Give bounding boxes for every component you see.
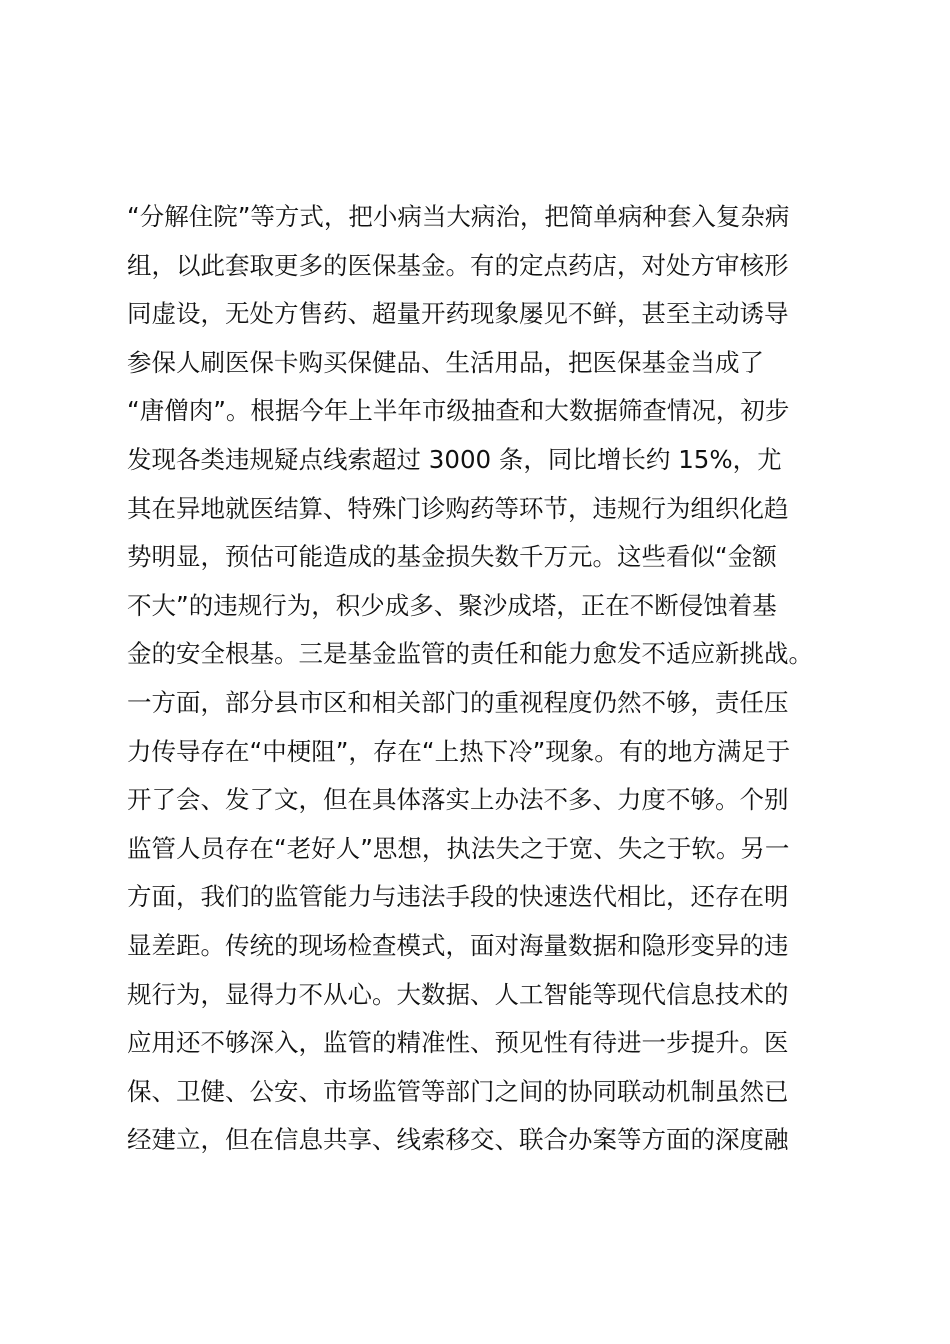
text-line-3: 同虚设，无处方售药、超量开药现象屡见不鲜，甚至主动诱导 [127,299,789,329]
text-line-11: 一方面，部分县市区和相关部门的重视程度仍然不够，责任压 [127,687,789,717]
text-line-14: 监管人员存在“老好人”思想，执法失之于宽、失之于软。另一 [127,833,790,863]
text-line-10: 金的安全根基。三是基金监管的责任和能力愈发不适应新挑战。 [127,639,813,669]
text-line-13: 开了会、发了文，但在具体落实上办法不多、力度不够。个别 [127,785,789,815]
text-line-20: 经建立，但在信息共享、线索移交、联合办案等方面的深度融 [127,1125,789,1155]
text-line-6: 发现各类违规疑点线索超过 3000 条，同比增长约 15%，尤 [127,444,782,474]
text-line-1: “分解住院”等方式，把小病当大病治，把简单病种套入复杂病 [127,202,790,231]
text-line-4: 参保人刷医保卡购买保健品、生活用品，把医保基金当成了 [127,347,764,377]
body-paragraph [127,193,847,1165]
text-line-16: 显差距。传统的现场检查模式，面对海量数据和隐形变异的违 [127,930,789,960]
text-line-19: 保、卫健、公安、市场监管等部门之间的协同联动机制虽然已 [127,1076,789,1106]
text-line-17: 规行为，显得力不从心。大数据、人工智能等现代信息技术的 [127,979,789,1009]
text-line-12: 力传导存在“中梗阻”，存在“上热下冷”现象。有的地方满足于 [127,736,791,766]
text-line-9: 不大”的违规行为，积少成多、聚沙成塔，正在不断侵蚀着基 [127,590,777,620]
text-line-8: 势明显，预估可能造成的基金损失数千万元。这些看似“金额 [127,542,777,572]
text-line-15: 方面，我们的监管能力与违法手段的快速迭代相比，还存在明 [127,882,789,912]
text-line-18: 应用还不够深入，监管的精准性、预见性有待进一步提升。医 [127,1028,789,1058]
text-line-7: 其在异地就医结算、特殊门诊购药等环节，违规行为组织化趋 [127,493,789,523]
text-line-2: 组，以此套取更多的医保基金。有的定点药店，对处方审核形 [127,250,789,280]
text-line-5: “唐僧肉”。根据今年上半年市级抽查和大数据筛查情况，初步 [127,396,790,426]
